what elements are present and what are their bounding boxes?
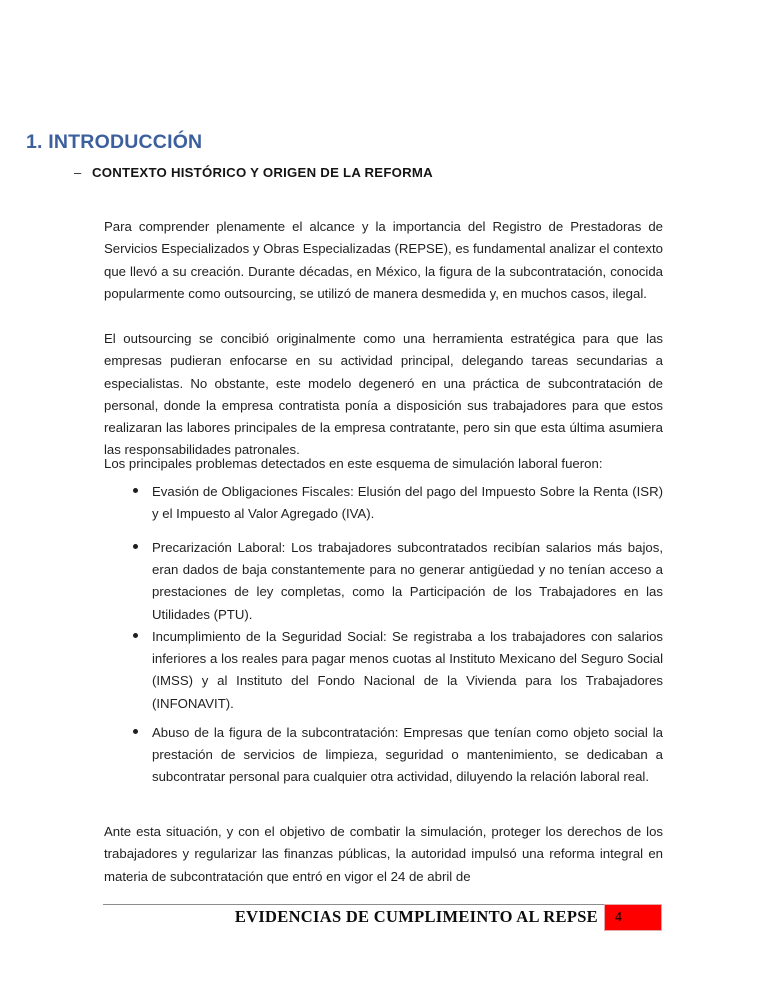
subheading bbox=[74, 165, 433, 180]
bullet-point-icon bbox=[133, 633, 138, 638]
list-item bbox=[133, 722, 663, 789]
bullet-point-icon bbox=[133, 488, 138, 493]
list-item bbox=[133, 481, 663, 525]
page-number-label: 4 bbox=[615, 909, 622, 924]
page-number-badge bbox=[604, 904, 662, 931]
subheading-label: CONTEXTO HISTÓRICO Y ORIGEN DE LA REFORMA bbox=[92, 165, 433, 180]
paragraph-outsourcing-origin: El outsourcing se concibió originalmente como una herramienta estratégica para que las empresas pudieran enfocarse en su actividad principal, delegando tareas secundarias a especialistas. No obstante, este modelo degeneró en una práctica de subcontratación de personal, donde la empresa contratista ponía a disposición sus trabajadores para que estos realizaran las labores principales de la empresa contratante, pero sin que esta última asumiera las responsabilidades patronales. bbox=[104, 331, 663, 458]
list-item-label: Incumplimiento de la Seguridad Social: Se registraba a los trabajadores con salarios inferiores a los reales para pagar menos cuotas al Instituto Mexicano del Seguro Social (IMSS) y al Instituto del Fondo Nacional de la Vivienda para los Trabajadores (INFONAVIT). bbox=[152, 629, 663, 711]
page-title: 1. INTRODUCCIÓN bbox=[26, 131, 203, 154]
bullet-point-icon bbox=[133, 729, 138, 734]
list-item-label: Evasión de Obligaciones Fiscales: Elusión del pago del Impuesto Sobre la Renta (ISR) y el Impuesto al Valor Agregado (IVA). bbox=[152, 484, 663, 522]
list-item bbox=[133, 626, 663, 715]
paragraph-list-lead-in: Los principales problemas detectados en este esquema de simulación laboral fueron: bbox=[104, 456, 603, 472]
list-item-label: Precarización Laboral: Los trabajadores subcontratados recibían salarios más bajos, eran dados de baja constantemente para no generar antigüedad y no tenían acceso a prestaciones de ley completas, como la Participación de los Trabajadores en las Utilidades (PTU). bbox=[152, 540, 663, 622]
paragraph-reform-closing: Ante esta situación, y con el objetivo de combatir la simulación, proteger los derechos de los trabajadores y regularizar las finanzas públicas, la autoridad impulsó una reforma integral en materia de subcontratación que entró en vigor el 24 de abril de bbox=[104, 824, 663, 884]
paragraph-intro: Para comprender plenamente el alcance y la importancia del Registro de Prestadoras de Servicios Especializados y Obras Especializadas (REPSE), es fundamental analizar el contexto que llevó a su creación. Durante décadas, en México, la figura de la subcontratación, conocida popularmente como outsourcing, se utilizó de manera desmedida y, en muchos casos, ilegal. bbox=[104, 219, 663, 301]
bullet-point-icon bbox=[133, 544, 138, 549]
list-item bbox=[133, 537, 663, 626]
footer-divider bbox=[103, 904, 604, 905]
footer-title: EVIDENCIAS DE CUMPLIMEINTO AL REPSE bbox=[234, 907, 598, 926]
dash-marker-icon: – bbox=[74, 165, 82, 180]
list-item-label: Abuso de la figura de la subcontratación: Empresas que tenían como objeto social la prestación de servicios de limpieza, seguridad o mantenimiento, se dedicaban a subcontratar personal para cualquier otra actividad, diluyendo la relación laboral real. bbox=[152, 725, 663, 785]
page-footer bbox=[0, 900, 768, 944]
